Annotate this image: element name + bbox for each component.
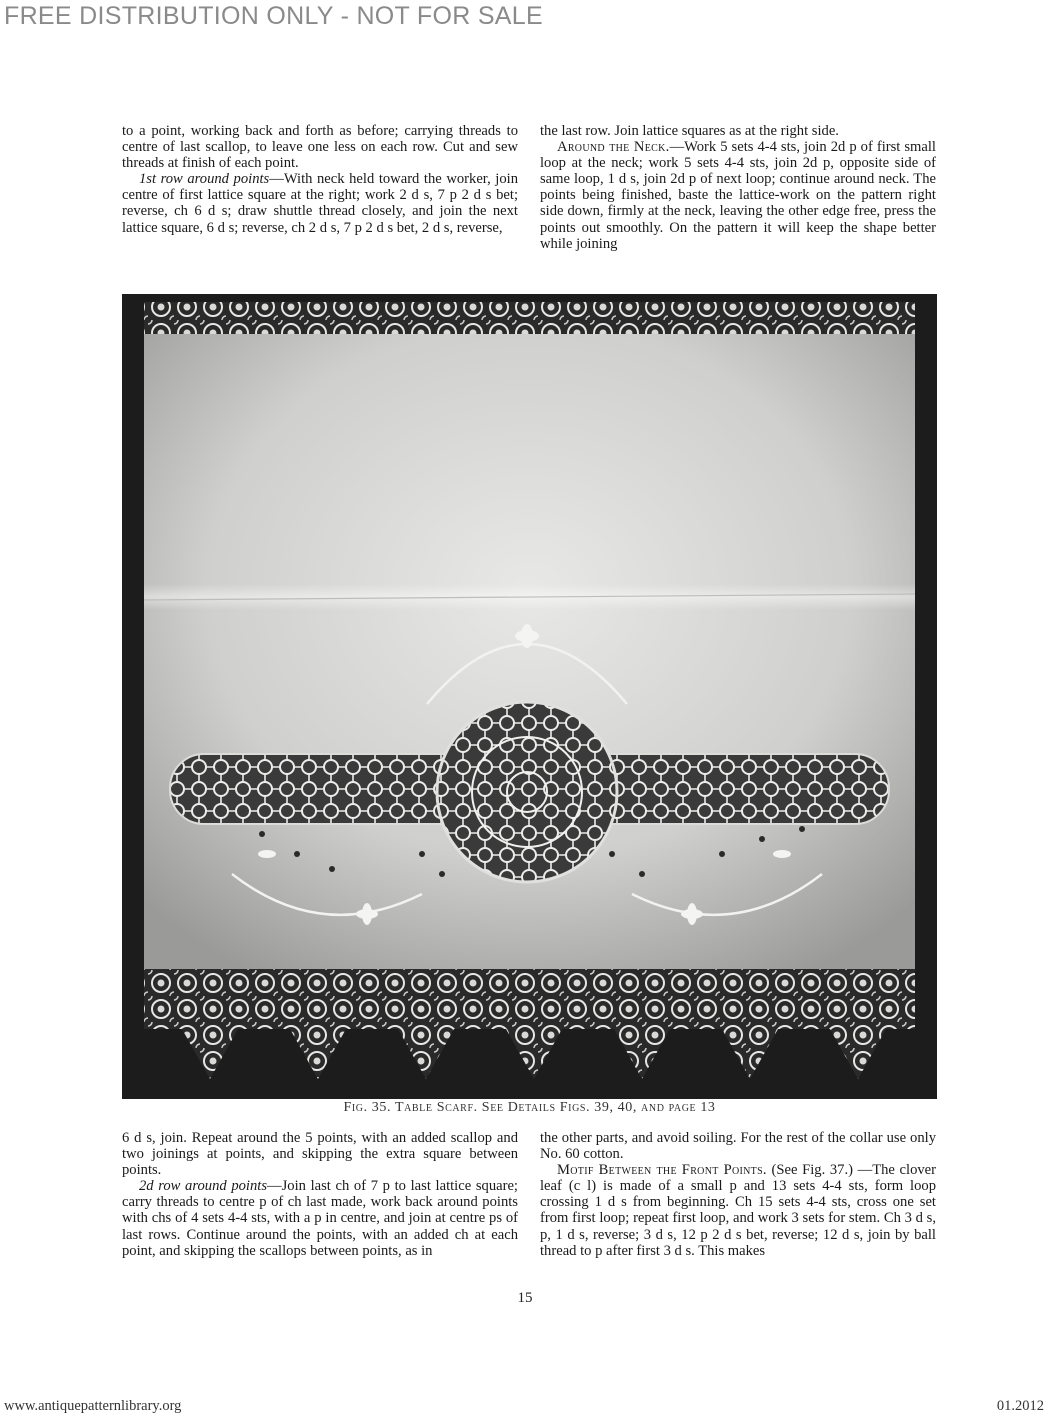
footer-date: 01.2012 <box>996 1398 1044 1414</box>
paragraph-text: (See Fig. 37.) —The clover leaf (c l) is made of a small p and 13 sets 4-4 sts, form loop crossing 1 d s from beginning. Ch 15 sets 4-4 sts, cross one set from first loop; repeat first loop, and work 3 sets for stem. Ch 3 d s, p, 1 d s, reverse; 3 d s, 12 p 2 d s bet, reverse; 12 d s, join by ball thread to p after first 3 d s. This makes <box>540 1162 937 1259</box>
text-column-bottom-left <box>122 1130 518 1259</box>
paragraph <box>122 1178 518 1258</box>
paragraph <box>122 123 518 171</box>
paragraph-text: 6 d s, join. Repeat around the 5 points, with an added scallop and two joinings at points, and skipping the extra square between points. <box>122 1130 518 1179</box>
paragraph <box>540 139 936 252</box>
paragraph-text: to a point, working back and forth as before; carrying threads to centre of last scallop, to leave one less on each row. Cut and sew threads at finish of each point. <box>122 123 518 172</box>
paragraph <box>122 171 518 235</box>
figure-caption: Fig. 35. Table Scarf. See Details Figs. 39, 40, and page 13 <box>343 1100 716 1115</box>
paragraph-heading: Around the Neck. <box>557 139 670 156</box>
table-scarf-photo <box>122 294 937 1099</box>
paragraph <box>540 1130 936 1162</box>
paragraph-lead: 2d row around points <box>139 1178 268 1195</box>
paragraph <box>122 1130 518 1178</box>
footer-site-url[interactable]: www.antiquepatternlibrary.org <box>4 1398 182 1414</box>
paragraph-heading: Motif Between the Front Points. <box>557 1162 767 1179</box>
paragraph-text: the other parts, and avoid soiling. For the rest of the collar use only No. 60 cotton. <box>540 1130 936 1163</box>
paragraph-text: —With neck held toward the worker, join centre of first lattice square at the right; work 2 d s, 7 p 2 d s bet; reverse, ch 6 d s; draw shuttle thread closely, and join the next lattice square, 6 d s; reverse, ch 2 d s, 7 p 2 d s bet, 2 d s, reverse, <box>122 171 518 236</box>
text-column-bottom-right <box>540 1130 936 1259</box>
paragraph-text: —Join last ch of 7 p to last lattice square; carry threads to centre p of ch last made, work back around points with chs of 4 sets 4-4 sts, with a p in centre, and join at centre ps of last rows. Continue around the points, with an added ch at each point, and skipping the scallops between points, as in <box>122 1178 518 1259</box>
text-column-top-right <box>540 123 936 252</box>
paragraph-text: —Work 5 sets 4-4 sts, join 2d p of first small loop at the neck; work 5 sets 4-4 sts, join 2d p, opposite side of same loop, 1 d s, join 2d p of next loop; continue around neck. The points being finished, baste the lattice-work on the pattern right side down, firmly at the neck, leaving the other edge free, press the points out smoothly. On the pattern it will keep the shape better while joining <box>540 139 936 252</box>
paragraph-lead: 1st row around points <box>139 171 270 188</box>
paragraph-text: the last row. Join lattice squares as at the right side. <box>540 123 839 139</box>
watermark-banner: FREE DISTRIBUTION ONLY - NOT FOR SALE <box>4 2 543 30</box>
text-column-top-left <box>122 123 518 236</box>
paragraph <box>540 123 936 139</box>
page-number: 15 <box>517 1290 533 1306</box>
paragraph <box>540 1162 936 1259</box>
